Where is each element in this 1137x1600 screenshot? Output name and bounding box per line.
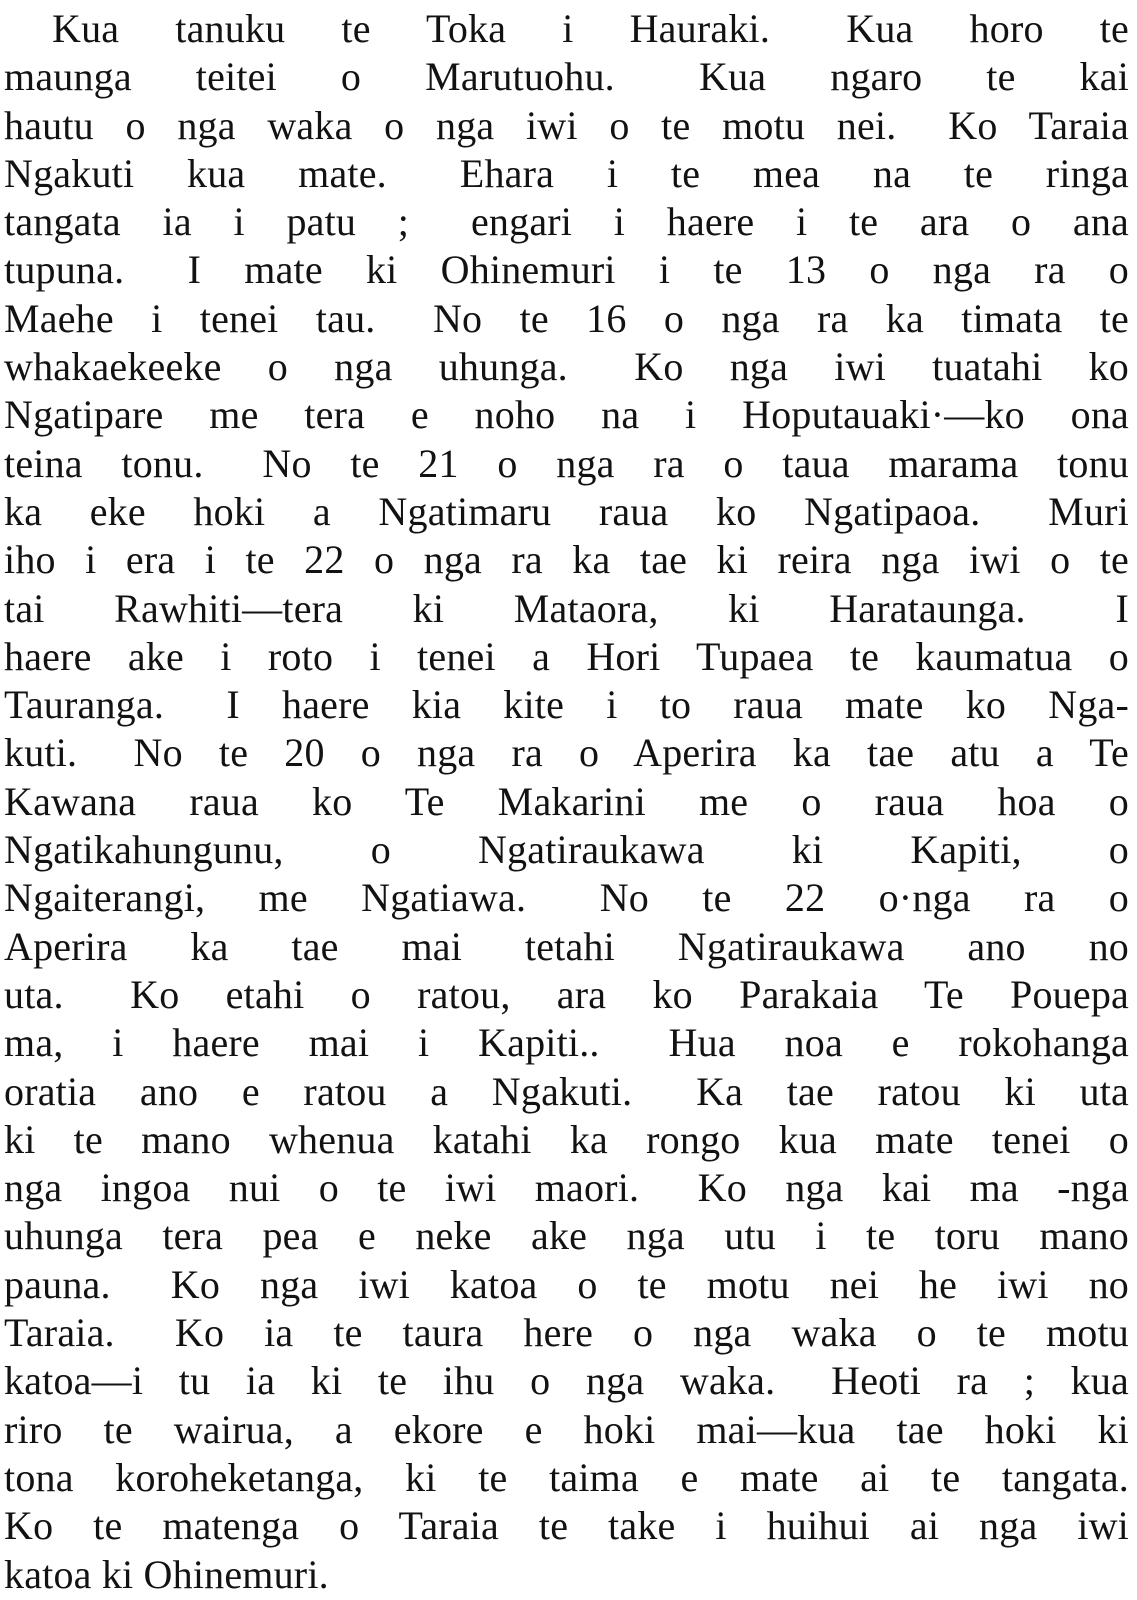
text-line: riro te wairua, a ekore e hoki mai—kua tae hoki ki: [4, 1406, 1129, 1452]
text-line: haere ake i roto i tenei a Hori Tupaea te kaumatua o: [4, 633, 1129, 679]
text-line: Maehe i tenei tau. No te 16 o nga ra ka timata te: [4, 295, 1129, 341]
text-line: oratia ano e ratou a Ngakuti. Ka tae ratou ki uta: [4, 1068, 1129, 1114]
text-line: pauna. Ko nga iwi katoa o te motu nei he iwi no: [4, 1261, 1129, 1307]
text-line: tai Rawhiti—tera ki Mataora, ki Harataunga. I: [4, 585, 1129, 631]
text-line: ki te mano whenua katahi ka rongo kua mate tenei o: [4, 1116, 1129, 1162]
text-line: Taraia. Ko ia te taura here o nga waka o te motu: [4, 1310, 1129, 1356]
text-line: Ngatikahungunu, o Ngatiraukawa ki Kapiti, o: [4, 827, 1129, 873]
text-line: katoa—i tu ia ki te ihu o nga waka. Heoti ra ; kua: [4, 1358, 1129, 1404]
text-line: Ngakuti kua mate. Ehara i te mea na te ringa: [4, 150, 1129, 196]
text-line: tona koroheketanga, ki te taima e mate ai te tangata.: [4, 1454, 1129, 1500]
text-line: Kua tanuku te Toka i Hauraki. Kua horo te: [52, 6, 1129, 51]
text-line: whakaekeeke o nga uhunga. Ko nga iwi tuatahi ko: [4, 344, 1129, 390]
text-line: uta. Ko etahi o ratou, ara ko Parakaia Te Pouepa: [4, 971, 1129, 1017]
text-line: Kawana raua ko Te Makarini me o raua hoa o: [4, 778, 1129, 824]
text-line: Ngatipare me tera e noho na i Hoputauaki·—ko ona: [4, 392, 1129, 438]
text-line: ma, i haere mai i Kapiti.. Hua noa e rokohanga: [4, 1020, 1129, 1066]
text-line: Ko te matenga o Taraia te take i huihui ai nga iwi: [4, 1503, 1129, 1549]
text-line: nga ingoa nui o te iwi maori. Ko nga kai ma -nga: [4, 1165, 1129, 1211]
text-line: tupuna. I mate ki Ohinemuri i te 13 o nga ra o: [4, 247, 1129, 293]
text-line: ka eke hoki a Ngatimaru raua ko Ngatipaoa. Muri: [4, 488, 1129, 534]
text-line: iho i era i te 22 o nga ra ka tae ki reira nga iwi o te: [4, 537, 1129, 583]
text-line: kuti. No te 20 o nga ra o Aperira ka tae atu a Te: [4, 730, 1129, 776]
text-line: katoa ki Ohinemuri.: [4, 1551, 329, 1597]
text-line: uhunga tera pea e neke ake nga utu i te toru mano: [4, 1213, 1129, 1259]
text-line: hautu o nga waka o nga iwi o te motu nei. Ko Taraia: [4, 102, 1129, 148]
text-line: teina tonu. No te 21 o nga ra o taua marama tonu: [4, 440, 1129, 486]
text-line: Ngaiterangi, me Ngatiawa. No te 22 o·nga ra o: [4, 875, 1129, 921]
text-line: Aperira ka tae mai tetahi Ngatiraukawa ano no: [4, 923, 1129, 969]
text-line: maunga teitei o Marutuohu. Kua ngaro te kai: [4, 54, 1129, 100]
text-line: Tauranga. I haere kia kite i to raua mate ko Nga-: [4, 682, 1129, 728]
paragraph-text-block: [4, 5, 1129, 1599]
text-line: tangata ia i patu ; engari i haere i te ara o ana: [4, 199, 1129, 245]
